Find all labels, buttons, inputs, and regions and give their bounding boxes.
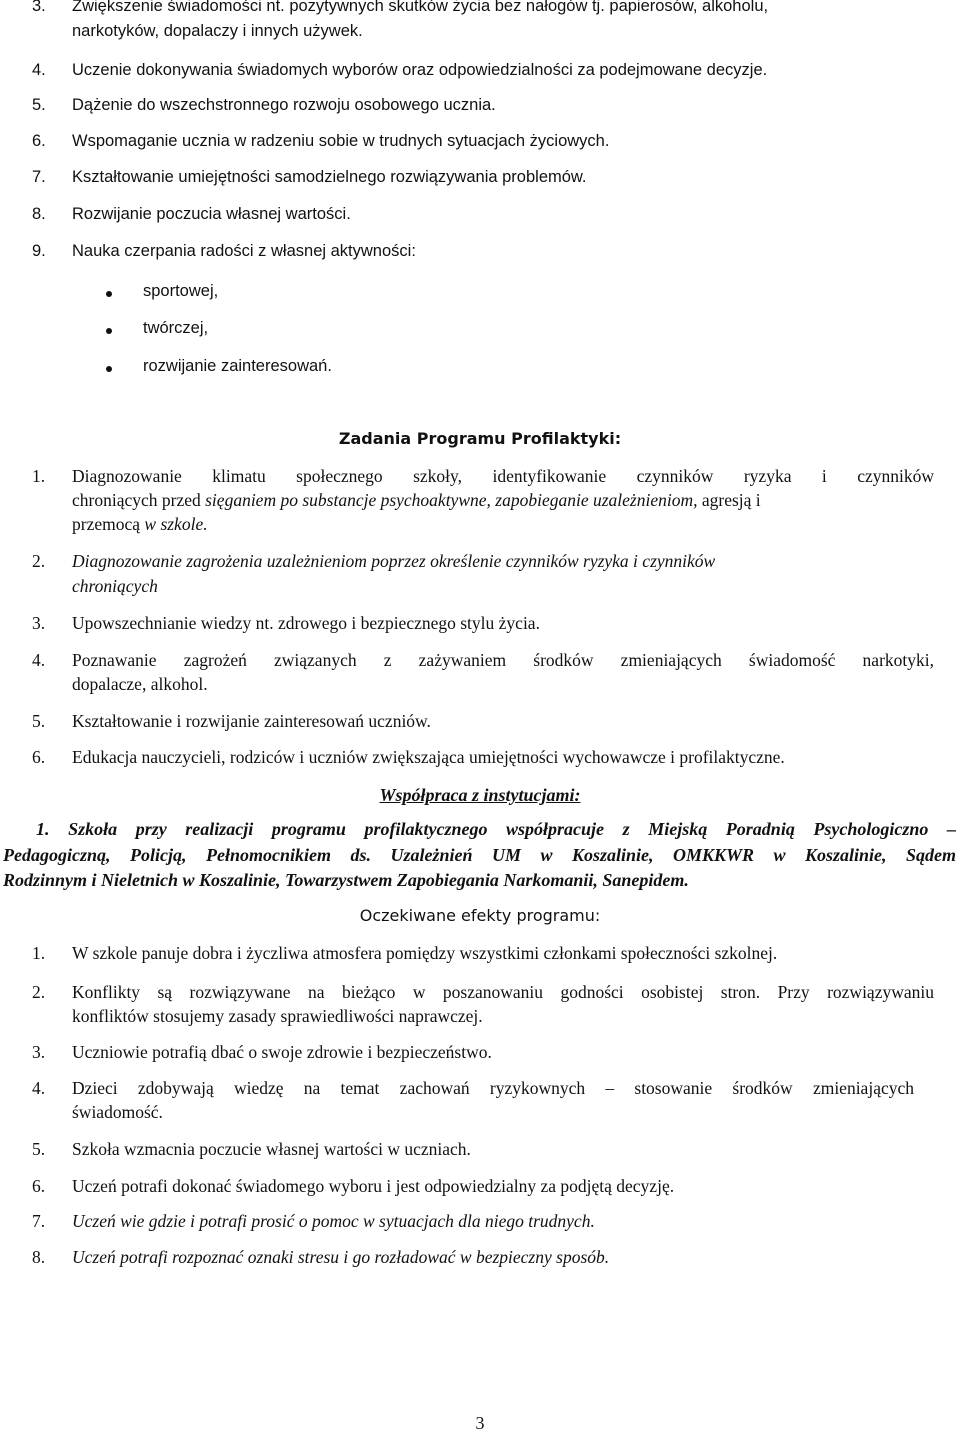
cooperation-line: 1. Szkoła przy realizacji programu profilaktycznego współpracuje z Miejską Poradnią Psychologiczno – <box>36 819 956 839</box>
page-number: 3 <box>475 1413 485 1433</box>
bullet-icon <box>106 328 112 334</box>
bullet-icon <box>106 291 112 297</box>
section-heading-effects: Oczekiwane efekty programu: <box>359 906 601 925</box>
document-page: 3. Zwiększenie świadomości nt. pozytywnych skutków życia bez nałogów tj. papierosów, alkoholu, narkotyków, dopalaczy i innych używek. 4. Uczenie dokonywania świadomych wyborów oraz odpowiedzialności za podejmowane decyzje. 5. Dążenie do wszechstronnego rozwoju osobowego ucznia. 6. Wspomaganie ucznia w radzeniu sobie w trudnych sytuacjach życiowych. 7. Kształtowanie umiejętności samodzielnego rozwiązywania problemów. 8. Rozwijanie poczucia własnej wartości. 9. Nauka czerpania radości z własnej aktywności: sportowej, twórczej, rozwijanie zainteresowań. Zadania Programu Profilaktyki: 1. Diagnozowanie klimatu społecznego szkoły, identyfikowanie czynników ryzyka i czynników chroniących przed sięganiem po substancje psychoaktywne, zapobieganie uzależnieniom, agresją i przemocą w szkole. 2. Diagnozowanie zagrożenia uzależnieniom poprzez określenie czynników ryzyka i czynników chroniących 3. Upowszechnianie wiedzy nt. zdrowego i bezpiecznego stylu życia. 4. Poznawanie zagrożeń związanych z zażywaniem środków zmieniających świadomość narkotyki, dopalacze, alkohol. 5. Kształtowanie i rozwijanie zainteresowań uczniów. 6. Edukacja nauczycieli, rodziców i uczniów zwiększająca umiejętności wychowawcze i profilaktyczne. Współpraca z instytucjami: 1. Szkoła przy realizacji programu profilaktycznego współpracuje z Miejską Poradnią Psychologiczno – Pedagogiczną, Policją, Pełnomocnikiem ds. Uzależnień UM w Koszalinie, OMKKWR w Koszalinie, Sądem Rodzinnym i Nieletnich w Koszalinie, Towarzystwem Zapobiegania Narkomanii, Sanepidem. Oczekiwane efekty programu: 1. W szkole panuje dobra i życzliwa atmosfera pomiędzy wszystkimi członkami społeczności szkolnej. 2. Konflikty są rozwiązywane na bieżąco w poszanowaniu godności osobistej stron. Przy rozwiązywaniu konfliktów stosujemy zasady sprawiedliwości naprawczej. 3. Uczniowie potrafią dbać o swoje zdrowie i bezpieczeństwo. 4. Dzieci zdobywają wiedzę na temat zachowań ryzykownych – stosowanie środków zmieniających świadomość. 5. Szkoła wzmacnia poczucie własnej wartości w uczniach. 6. Uczeń potrafi dokonać świadomego wyboru i jest odpowiedzialny za podjętą decyzję. 7. Uczeń wie gdzie i potrafi prosić o pomoc w sytuacjach dla niego trudnych. 8. Uczeń potrafi rozpoznać oznaki stresu i go rozładować w bezpieczny sposób. 3 <box>0 0 960 1434</box>
cooperation-line: Pedagogiczną, Policją, Pełnomocnikiem ds. Uzależnień UM w Koszalinie, OMKKWR w Koszalinie, Sądem <box>3 845 956 865</box>
section-heading-cooperation: Współpraca z instytucjami: <box>379 785 581 805</box>
bullet-icon <box>106 366 112 372</box>
section-heading-tasks: Zadania Programu Profilaktyki: <box>338 429 622 448</box>
cooperation-line: Rodzinnym i Nieletnich w Koszalinie, Towarzystwem Zapobiegania Narkomanii, Sanepidem. <box>3 870 689 890</box>
